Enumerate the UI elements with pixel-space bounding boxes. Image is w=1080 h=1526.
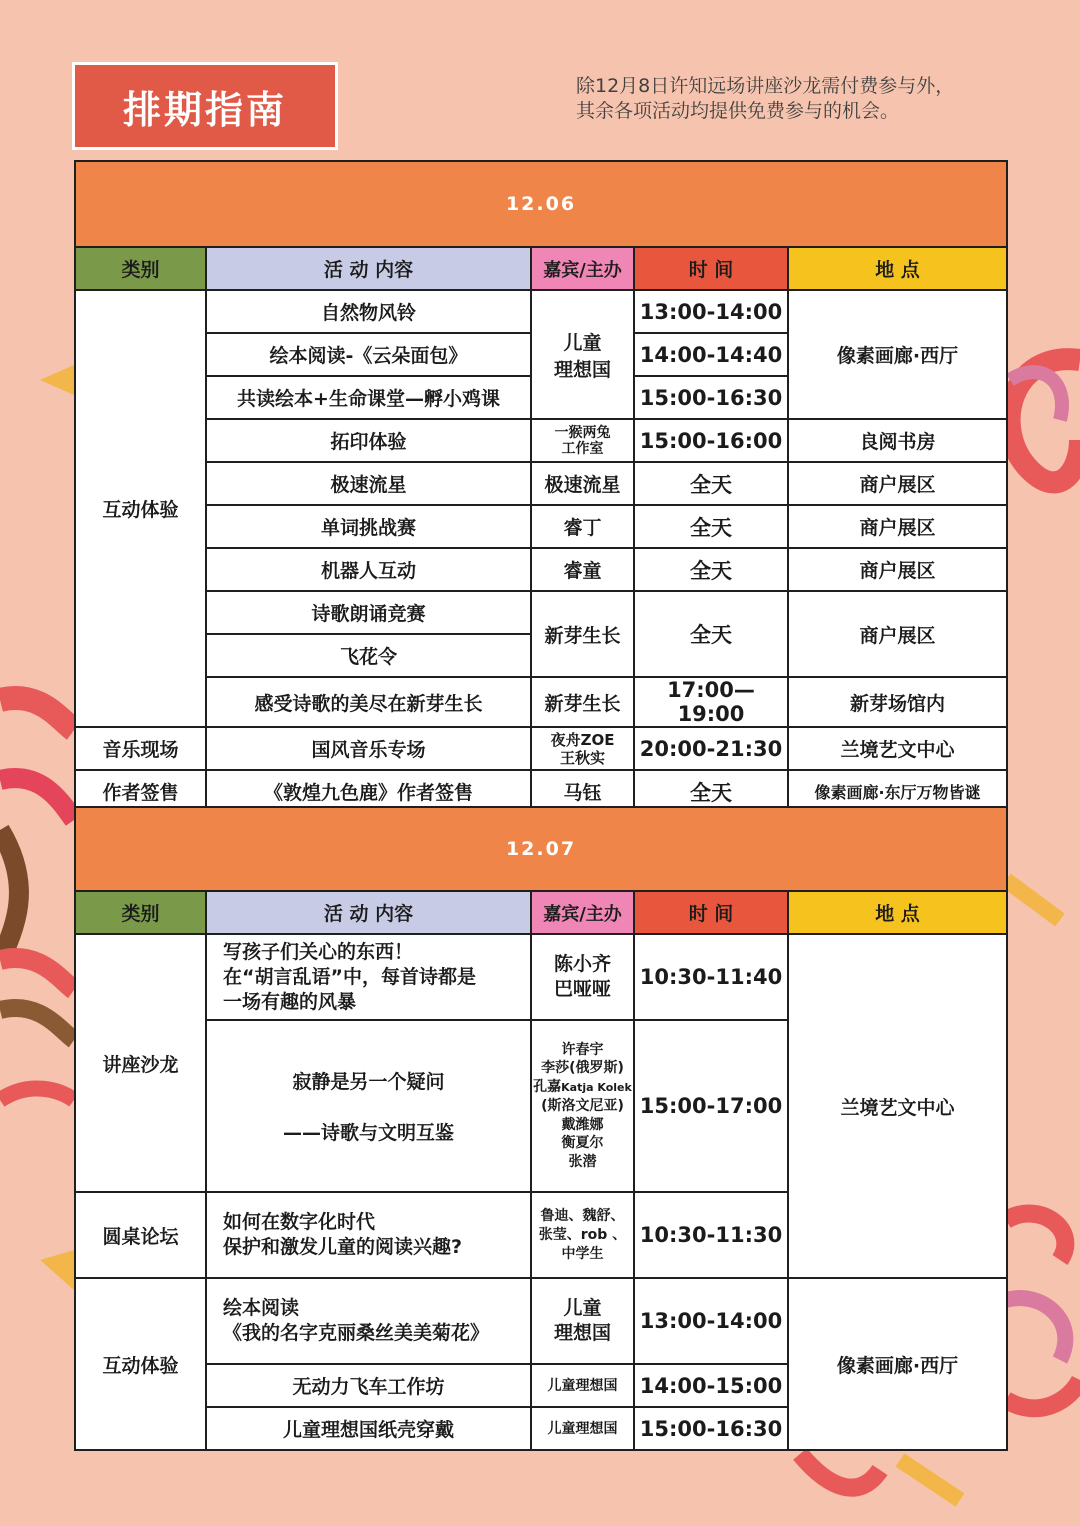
col-host: 嘉宾/主办 bbox=[531, 247, 634, 290]
host-line: 中学生 bbox=[561, 1245, 604, 1262]
table-row bbox=[75, 591, 1007, 634]
time-cell: 13:00-14:00 bbox=[634, 1278, 788, 1364]
host-cell bbox=[531, 934, 634, 1020]
category-cell: 互动体验 bbox=[75, 290, 206, 727]
time-cell: 10:30-11:30 bbox=[634, 1192, 788, 1278]
host-cell bbox=[531, 727, 634, 770]
host-line: 儿童 bbox=[563, 331, 602, 354]
col-category: 类别 bbox=[75, 247, 206, 290]
header-row bbox=[75, 247, 1007, 290]
place-cell: 良阅书房 bbox=[788, 419, 1007, 462]
host-line: 李莎(俄罗斯) bbox=[541, 1060, 624, 1077]
host-line: (斯洛文尼亚) bbox=[541, 1098, 624, 1115]
time-cell: 14:00-15:00 bbox=[634, 1364, 788, 1407]
place-cell: 商户展区 bbox=[788, 548, 1007, 591]
schedule-table-day1 bbox=[74, 160, 1008, 814]
place-cell: 商户展区 bbox=[788, 462, 1007, 505]
activity-cell: 儿童理想国纸壳穿戴 bbox=[206, 1407, 531, 1450]
activity-cell: 共读绘本+生命课堂—孵小鸡课 bbox=[206, 376, 531, 419]
activity-cell: 诗歌朗诵竞赛 bbox=[206, 591, 531, 634]
host-cell: 极速流星 bbox=[531, 462, 634, 505]
category-cell: 作者签售 bbox=[75, 770, 206, 813]
time-cell: 10:30-11:40 bbox=[634, 934, 788, 1020]
activity-line: 绘本阅读 bbox=[223, 1297, 300, 1319]
fee-notice bbox=[576, 74, 954, 124]
activity-cell: 飞花令 bbox=[206, 634, 531, 677]
activity-cell: 单词挑战赛 bbox=[206, 505, 531, 548]
host-line: 衡夏尔 bbox=[561, 1135, 604, 1152]
time-cell: 20:00-21:30 bbox=[634, 727, 788, 770]
col-activity: 活 动 内容 bbox=[206, 891, 531, 934]
host-line: 巴哑哑 bbox=[553, 978, 611, 1000]
host-line: 戴潍娜 bbox=[561, 1116, 604, 1133]
host-line: 一猴两兔 bbox=[554, 424, 611, 441]
activity-cell: 无动力飞车工作坊 bbox=[206, 1364, 531, 1407]
host-cell: 睿丁 bbox=[531, 505, 634, 548]
page-title bbox=[72, 62, 338, 150]
col-category: 类别 bbox=[75, 891, 206, 934]
schedule-table-day2 bbox=[74, 806, 1008, 1451]
activity-cell: 绘本阅读-《云朵面包》 bbox=[206, 333, 531, 376]
table-row bbox=[75, 934, 1007, 1020]
col-activity: 活 动 内容 bbox=[206, 247, 531, 290]
host-cell bbox=[531, 1020, 634, 1192]
category-cell: 讲座沙龙 bbox=[75, 934, 206, 1192]
time-cell: 15:00-16:00 bbox=[634, 419, 788, 462]
time-cell: 13:00-14:00 bbox=[634, 290, 788, 333]
time-cell: 15:00-16:30 bbox=[634, 376, 788, 419]
col-place: 地 点 bbox=[788, 891, 1007, 934]
table-row bbox=[75, 727, 1007, 770]
place-cell: 像素画廊·西厅 bbox=[788, 290, 1007, 419]
host-line: 许春宇 bbox=[561, 1041, 604, 1058]
place-cell: 新芽场馆内 bbox=[788, 677, 1007, 727]
host-cell bbox=[531, 419, 634, 462]
table-row bbox=[75, 1278, 1007, 1364]
activity-line: 在“胡言乱语”中，每首诗都是 bbox=[223, 965, 476, 988]
place-cell: 商户展区 bbox=[788, 505, 1007, 548]
host-line: 理想国 bbox=[553, 1322, 611, 1344]
activity-cell: 拓印体验 bbox=[206, 419, 531, 462]
host-cell: 马钰 bbox=[531, 770, 634, 813]
activity-cell: 《敦煌九色鹿》作者签售 bbox=[206, 770, 531, 813]
time-cell: 15:00-16:30 bbox=[634, 1407, 788, 1450]
table-row bbox=[75, 290, 1007, 333]
host-cell: 新芽生长 bbox=[531, 591, 634, 677]
time-cell: 全天 bbox=[634, 548, 788, 591]
activity-cell: 极速流星 bbox=[206, 462, 531, 505]
table-row bbox=[75, 548, 1007, 591]
place-cell: 兰境艺文中心 bbox=[788, 727, 1007, 770]
fee-notice-line2: 其余各项活动均提供免费参与的机会。 bbox=[576, 100, 900, 122]
activity-line: 保护和激发儿童的阅读兴趣? bbox=[223, 1236, 463, 1258]
table-row bbox=[75, 505, 1007, 548]
host-name-en: Katja Kolek bbox=[561, 1080, 632, 1094]
activity-line: 写孩子们关心的东西！ bbox=[223, 940, 414, 963]
host-cell bbox=[531, 290, 634, 419]
time-cell: 14:00-14:40 bbox=[634, 333, 788, 376]
host-line: 儿童 bbox=[563, 1297, 602, 1319]
host-line: 张潜 bbox=[568, 1153, 597, 1170]
place-cell: 像素画廊·东厅万物皆谜 bbox=[788, 770, 1007, 813]
header-row bbox=[75, 891, 1007, 934]
activity-line: 《我的名字克丽桑丝美美菊花》 bbox=[223, 1322, 490, 1344]
host-cell: 睿童 bbox=[531, 548, 634, 591]
host-line: 张莹、rob 、 bbox=[538, 1226, 627, 1243]
time-cell: 全天 bbox=[634, 462, 788, 505]
place-cell: 像素画廊·西厅 bbox=[788, 1278, 1007, 1450]
host-cell bbox=[531, 1192, 634, 1278]
activity-cell: 自然物风铃 bbox=[206, 290, 531, 333]
activity-cell: 国风音乐专场 bbox=[206, 727, 531, 770]
col-time: 时 间 bbox=[634, 247, 788, 290]
category-cell: 圆桌论坛 bbox=[75, 1192, 206, 1278]
host-cell bbox=[531, 1278, 634, 1364]
col-time: 时 间 bbox=[634, 891, 788, 934]
table-row bbox=[75, 462, 1007, 505]
activity-cell: 机器人互动 bbox=[206, 548, 531, 591]
host-cell: 儿童理想国 bbox=[531, 1364, 634, 1407]
host-cell: 新芽生长 bbox=[531, 677, 634, 727]
time-cell: 15:00-17:00 bbox=[634, 1020, 788, 1192]
place-cell: 商户展区 bbox=[788, 591, 1007, 677]
category-cell: 互动体验 bbox=[75, 1278, 206, 1450]
host-line: 工作室 bbox=[561, 440, 604, 457]
date-row bbox=[75, 807, 1007, 891]
col-place: 地 点 bbox=[788, 247, 1007, 290]
host-line: 陈小齐 bbox=[553, 953, 611, 975]
date-row bbox=[75, 161, 1007, 247]
activity-cell bbox=[206, 934, 531, 1020]
activity-cell bbox=[206, 1020, 531, 1192]
host-cell: 儿童理想国 bbox=[531, 1407, 634, 1450]
host-line: 王秋实 bbox=[559, 748, 605, 767]
activity-line: 寂静是另一个疑问 bbox=[292, 1071, 445, 1093]
place-cell: 兰境艺文中心 bbox=[788, 934, 1007, 1278]
activity-line: ——诗歌与文明互鉴 bbox=[282, 1122, 454, 1144]
fee-notice-line1: 除12月8日许知远场讲座沙龙需付费参与外， bbox=[576, 75, 955, 97]
table-row bbox=[75, 419, 1007, 462]
date-heading: 12.07 bbox=[75, 807, 1007, 891]
activity-line: 如何在数字化时代 bbox=[223, 1211, 376, 1233]
activity-cell bbox=[206, 1192, 531, 1278]
host-line bbox=[532, 1078, 633, 1098]
col-host: 嘉宾/主办 bbox=[531, 891, 634, 934]
page-title-text: 排期指南 bbox=[122, 87, 287, 132]
host-line: 理想国 bbox=[553, 358, 611, 381]
date-heading: 12.06 bbox=[75, 161, 1007, 247]
category-cell: 音乐现场 bbox=[75, 727, 206, 770]
time-cell: 全天 bbox=[634, 591, 788, 677]
time-cell: 全天 bbox=[634, 505, 788, 548]
activity-line: 一场有趣的风暴 bbox=[223, 990, 357, 1013]
host-name: 孔嘉 bbox=[533, 1078, 562, 1095]
activity-cell bbox=[206, 1278, 531, 1364]
time-cell: 17:00—19:00 bbox=[634, 677, 788, 727]
host-line: 夜舟ZOE bbox=[550, 730, 615, 749]
table-row bbox=[75, 677, 1007, 727]
time-cell: 全天 bbox=[634, 770, 788, 813]
host-line: 鲁迪、魏舒、 bbox=[540, 1207, 625, 1224]
activity-cell: 感受诗歌的美尽在新芽生长 bbox=[206, 677, 531, 727]
